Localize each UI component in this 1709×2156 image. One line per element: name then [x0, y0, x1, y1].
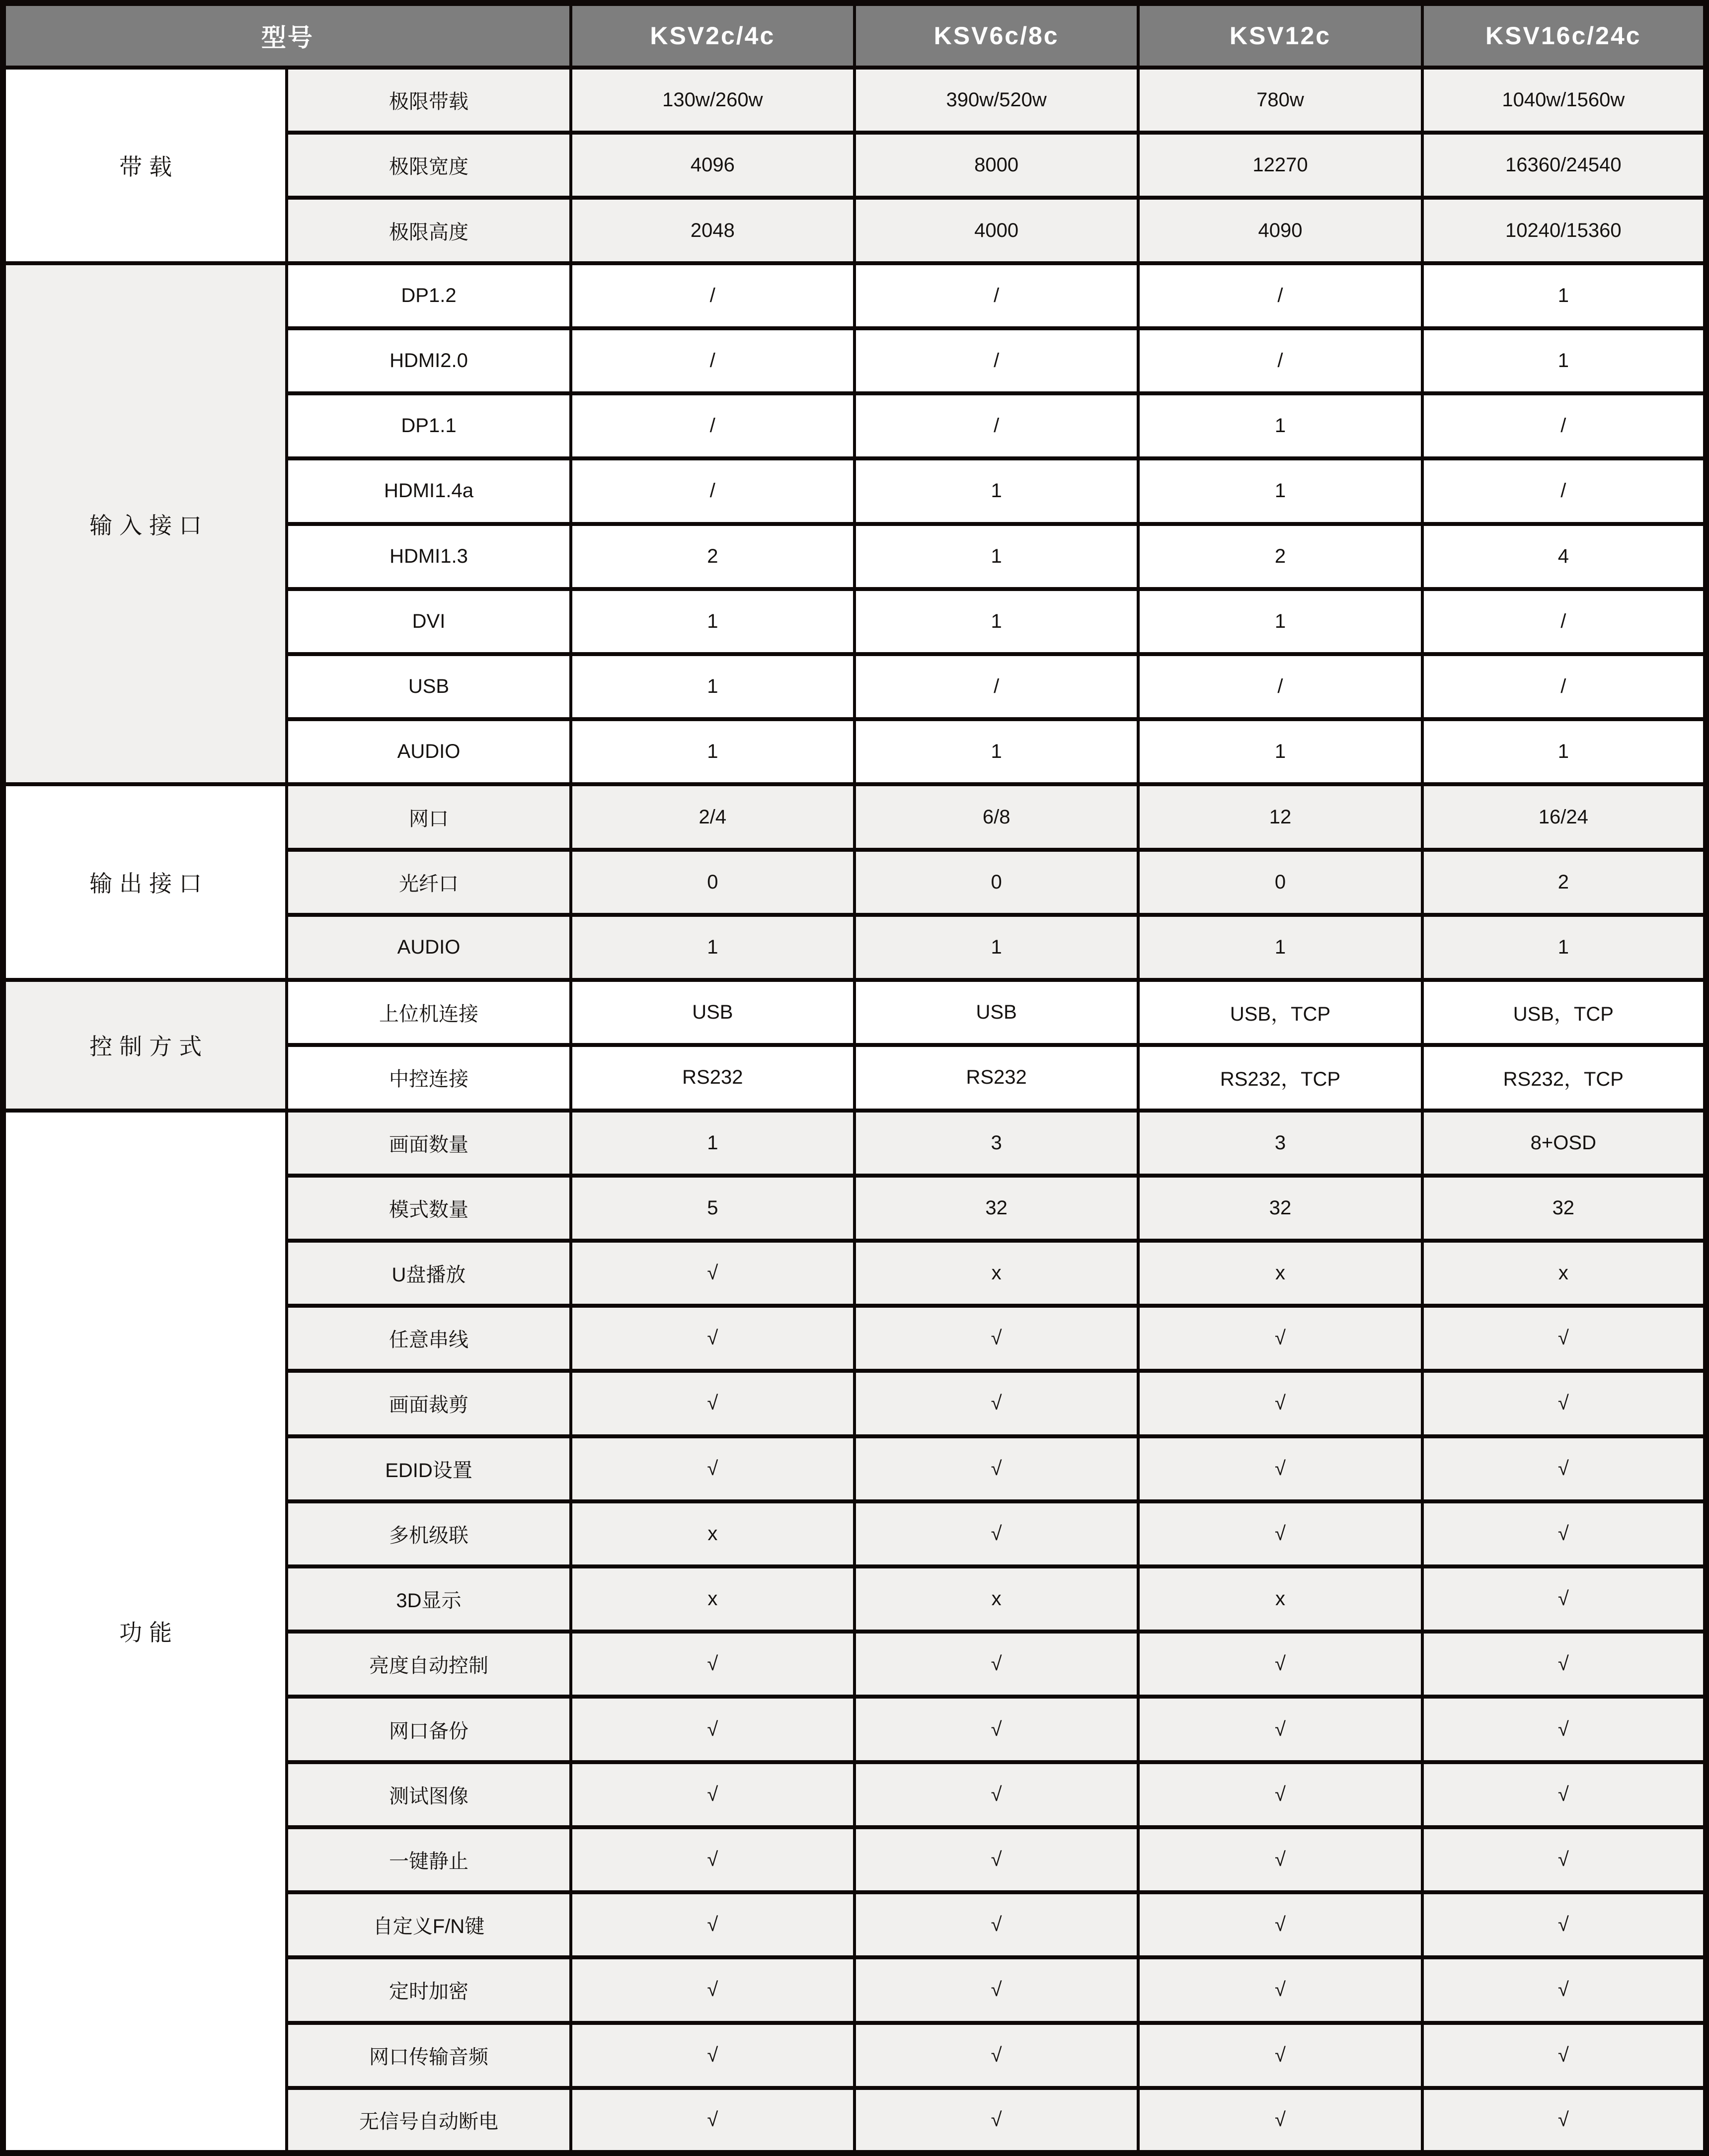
value-cell: √ — [571, 1827, 854, 1892]
value-cell: / — [1422, 393, 1706, 458]
value-cell: 0 — [1138, 850, 1422, 915]
value-cell: 1 — [571, 719, 854, 784]
value-cell: x — [854, 1566, 1138, 1632]
row-label: 光纤口 — [287, 850, 570, 915]
value-cell: 1 — [1138, 458, 1422, 523]
value-cell: 0 — [854, 850, 1138, 915]
value-cell: √ — [1422, 1697, 1706, 1762]
section-label-control-method: 控制方式 — [3, 980, 287, 1110]
value-cell: √ — [1422, 1892, 1706, 1957]
value-cell: 6/8 — [854, 784, 1138, 849]
value-cell: √ — [571, 2088, 854, 2153]
value-cell: √ — [854, 2088, 1138, 2153]
value-cell: 12270 — [1138, 133, 1422, 198]
value-cell: / — [1138, 263, 1422, 328]
value-cell: / — [1138, 654, 1422, 719]
value-cell: √ — [571, 1892, 854, 1957]
row-label: 画面裁剪 — [287, 1371, 570, 1436]
value-cell: √ — [1138, 1762, 1422, 1827]
value-cell: √ — [571, 1306, 854, 1371]
value-cell: 1 — [571, 1111, 854, 1176]
section-label-features: 功能 — [3, 1111, 287, 2154]
value-cell: 4000 — [854, 198, 1138, 263]
value-cell: √ — [1138, 1827, 1422, 1892]
value-cell: √ — [854, 1436, 1138, 1501]
value-cell: 390w/520w — [854, 68, 1138, 133]
value-cell: √ — [854, 1957, 1138, 2022]
row-label: HDMI1.4a — [287, 458, 570, 523]
row-label: USB — [287, 654, 570, 719]
value-cell: 2 — [1138, 524, 1422, 589]
row-label: 中控连接 — [287, 1045, 570, 1110]
row-label: EDID设置 — [287, 1436, 570, 1501]
row-label: AUDIO — [287, 719, 570, 784]
row-label: DP1.1 — [287, 393, 570, 458]
row-label: 多机级联 — [287, 1501, 570, 1566]
value-cell: √ — [854, 1306, 1138, 1371]
value-cell: √ — [1422, 1501, 1706, 1566]
value-cell: 32 — [1422, 1176, 1706, 1241]
value-cell: √ — [1138, 1306, 1422, 1371]
value-cell: √ — [1422, 1436, 1706, 1501]
value-cell: √ — [1422, 2023, 1706, 2088]
value-cell: √ — [854, 1697, 1138, 1762]
row-label: 网口 — [287, 784, 570, 849]
value-cell: √ — [1422, 1566, 1706, 1632]
row-label: HDMI1.3 — [287, 524, 570, 589]
value-cell: 1 — [1138, 719, 1422, 784]
value-cell: 1 — [854, 589, 1138, 654]
value-cell: USB — [854, 980, 1138, 1045]
value-cell: 16360/24540 — [1422, 133, 1706, 198]
value-cell: / — [854, 263, 1138, 328]
value-cell: USB，TCP — [1138, 980, 1422, 1045]
value-cell: RS232 — [854, 1045, 1138, 1110]
header-cell-model-1: KSV2c/4c — [571, 3, 854, 68]
row-label: HDMI2.0 — [287, 328, 570, 393]
value-cell: √ — [1422, 1632, 1706, 1697]
header-cell-model-3: KSV12c — [1138, 3, 1422, 68]
value-cell: RS232，TCP — [1422, 1045, 1706, 1110]
value-cell: 4096 — [571, 133, 854, 198]
row-label: 极限高度 — [287, 198, 570, 263]
row-label: 定时加密 — [287, 1957, 570, 2022]
value-cell: √ — [1138, 1957, 1422, 2022]
value-cell: 32 — [854, 1176, 1138, 1241]
value-cell: 2 — [1422, 850, 1706, 915]
value-cell: 2 — [571, 524, 854, 589]
value-cell: 1040w/1560w — [1422, 68, 1706, 133]
value-cell: √ — [571, 1436, 854, 1501]
row-label: 上位机连接 — [287, 980, 570, 1045]
value-cell: 1 — [854, 524, 1138, 589]
value-cell: 32 — [1138, 1176, 1422, 1241]
value-cell: 4090 — [1138, 198, 1422, 263]
value-cell: √ — [1422, 1762, 1706, 1827]
value-cell: 1 — [1422, 328, 1706, 393]
value-cell: x — [1138, 1241, 1422, 1306]
row-label: 任意串线 — [287, 1306, 570, 1371]
value-cell: 1 — [571, 589, 854, 654]
value-cell: √ — [854, 1762, 1138, 1827]
value-cell: 1 — [571, 915, 854, 980]
value-cell: x — [1138, 1566, 1422, 1632]
value-cell: √ — [571, 1632, 854, 1697]
value-cell: x — [571, 1566, 854, 1632]
table-row — [3, 1111, 1706, 1176]
row-label: DP1.2 — [287, 263, 570, 328]
value-cell: / — [1422, 654, 1706, 719]
value-cell: √ — [854, 1892, 1138, 1957]
value-cell: / — [571, 458, 854, 523]
value-cell: √ — [1422, 1371, 1706, 1436]
value-cell: RS232，TCP — [1138, 1045, 1422, 1110]
value-cell: 2048 — [571, 198, 854, 263]
value-cell: √ — [1422, 1827, 1706, 1892]
row-label: 一键静止 — [287, 1827, 570, 1892]
value-cell: √ — [571, 2023, 854, 2088]
value-cell: √ — [1422, 2088, 1706, 2153]
section-label-input-ports: 输入接口 — [3, 263, 287, 785]
table-header — [3, 3, 1706, 68]
value-cell: 8000 — [854, 133, 1138, 198]
row-label: 测试图像 — [287, 1762, 570, 1827]
header-cell-model: 型号 — [3, 3, 571, 68]
value-cell: 130w/260w — [571, 68, 854, 133]
value-cell: 8+OSD — [1422, 1111, 1706, 1176]
section-label-output-ports: 输出接口 — [3, 784, 287, 980]
value-cell: 1 — [854, 458, 1138, 523]
value-cell: / — [571, 263, 854, 328]
value-cell: √ — [1138, 1501, 1422, 1566]
value-cell: RS232 — [571, 1045, 854, 1110]
value-cell: / — [571, 393, 854, 458]
value-cell: √ — [1138, 1632, 1422, 1697]
value-cell: 1 — [1138, 393, 1422, 458]
value-cell: x — [571, 1501, 854, 1566]
value-cell: √ — [571, 1241, 854, 1306]
table-row — [3, 980, 1706, 1045]
row-label: 极限宽度 — [287, 133, 570, 198]
row-label: U盘播放 — [287, 1241, 570, 1306]
table-row — [3, 68, 1706, 133]
value-cell: √ — [854, 1501, 1138, 1566]
table-row — [3, 784, 1706, 849]
value-cell: √ — [1422, 1306, 1706, 1371]
section-label-load: 带载 — [3, 68, 287, 263]
value-cell: 1 — [854, 719, 1138, 784]
value-cell: 0 — [571, 850, 854, 915]
value-cell: / — [1422, 589, 1706, 654]
value-cell: / — [854, 654, 1138, 719]
value-cell: √ — [854, 2023, 1138, 2088]
value-cell: 10240/15360 — [1422, 198, 1706, 263]
row-label: 亮度自动控制 — [287, 1632, 570, 1697]
value-cell: √ — [1422, 1957, 1706, 2022]
value-cell: 3 — [854, 1111, 1138, 1176]
value-cell: √ — [854, 1632, 1138, 1697]
row-label: 自定义F/N键 — [287, 1892, 570, 1957]
value-cell: √ — [1138, 1697, 1422, 1762]
value-cell: / — [1138, 328, 1422, 393]
value-cell: x — [1422, 1241, 1706, 1306]
value-cell: √ — [1138, 1371, 1422, 1436]
value-cell: / — [854, 393, 1138, 458]
value-cell: √ — [571, 1957, 854, 2022]
table-row — [3, 263, 1706, 328]
header-cell-model-4: KSV16c/24c — [1422, 3, 1706, 68]
value-cell: 1 — [854, 915, 1138, 980]
value-cell: / — [854, 328, 1138, 393]
value-cell: √ — [1138, 2088, 1422, 2153]
value-cell: √ — [1138, 1436, 1422, 1501]
value-cell: 780w — [1138, 68, 1422, 133]
value-cell: 5 — [571, 1176, 854, 1241]
row-label: 画面数量 — [287, 1111, 570, 1176]
row-label: 模式数量 — [287, 1176, 570, 1241]
header-row — [3, 3, 1706, 68]
value-cell: √ — [1138, 2023, 1422, 2088]
row-label: AUDIO — [287, 915, 570, 980]
value-cell: x — [854, 1241, 1138, 1306]
value-cell: / — [571, 328, 854, 393]
value-cell: 1 — [1422, 719, 1706, 784]
value-cell: USB — [571, 980, 854, 1045]
row-label: DVI — [287, 589, 570, 654]
value-cell: √ — [571, 1371, 854, 1436]
value-cell: 1 — [1422, 263, 1706, 328]
value-cell: 12 — [1138, 784, 1422, 849]
value-cell: √ — [571, 1762, 854, 1827]
value-cell: 2/4 — [571, 784, 854, 849]
value-cell: 1 — [571, 654, 854, 719]
value-cell: √ — [854, 1371, 1138, 1436]
row-label: 网口备份 — [287, 1697, 570, 1762]
value-cell: √ — [1138, 1892, 1422, 1957]
value-cell: / — [1422, 458, 1706, 523]
table-body — [3, 68, 1706, 2153]
header-cell-model-2: KSV6c/8c — [854, 3, 1138, 68]
value-cell: 16/24 — [1422, 784, 1706, 849]
row-label: 3D显示 — [287, 1566, 570, 1632]
value-cell: 1 — [1138, 915, 1422, 980]
value-cell: 1 — [1138, 589, 1422, 654]
value-cell: 4 — [1422, 524, 1706, 589]
value-cell: √ — [571, 1697, 854, 1762]
row-label: 网口传输音频 — [287, 2023, 570, 2088]
value-cell: USB，TCP — [1422, 980, 1706, 1045]
value-cell: 1 — [1422, 915, 1706, 980]
value-cell: √ — [854, 1827, 1138, 1892]
row-label: 极限带载 — [287, 68, 570, 133]
row-label: 无信号自动断电 — [287, 2088, 570, 2153]
value-cell: 3 — [1138, 1111, 1422, 1176]
